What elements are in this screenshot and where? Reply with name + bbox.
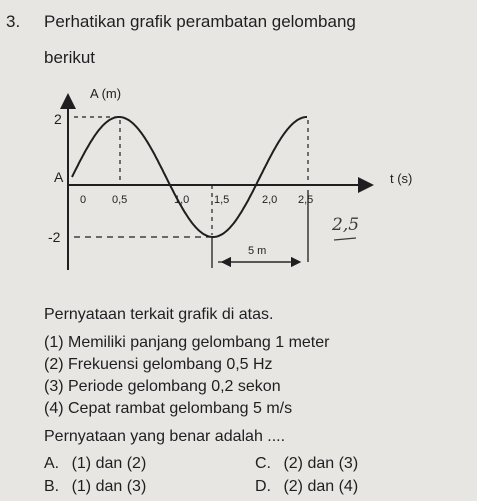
question-text-line2: berikut [44, 48, 96, 67]
wave-curve [72, 117, 307, 237]
option-c[interactable] [255, 455, 358, 473]
handwritten-underline [334, 238, 356, 240]
option-a[interactable] [44, 455, 146, 473]
y-tick-label: 2 [54, 111, 62, 127]
option-text: (1) dan (2) [71, 455, 147, 472]
option-b[interactable] [44, 478, 146, 496]
question-number: 3. [6, 12, 21, 31]
x-tick-label: 0 [80, 194, 87, 206]
y-axis-label: A (m) [90, 86, 122, 101]
option-text: (2) dan (3) [283, 455, 359, 472]
question-text-line1: Perhatikan grafik perambatan gelombang [44, 12, 356, 31]
statement-4: (4) Cepat rambat gelombang 5 m/s [44, 400, 293, 417]
x-axis-label: t (s) [390, 171, 413, 186]
x-tick-label: 0,5 [112, 194, 128, 206]
option-letter: A. [44, 455, 60, 472]
x-tick-label: 1,5 [214, 194, 230, 206]
span-annotation: 5 m [248, 245, 267, 257]
option-text: (2) dan (4) [283, 478, 359, 495]
question-prompt: Pernyataan yang benar adalah .... [44, 428, 286, 445]
y-tick-label: A [54, 169, 64, 185]
y-tick-label: -2 [48, 229, 61, 245]
statement-2: (2) Frekuensi gelombang 0,5 Hz [44, 356, 273, 373]
x-tick-label: 2,5 [298, 194, 314, 206]
handwritten-note: 2,5 [332, 215, 360, 235]
option-d[interactable] [255, 478, 358, 496]
option-letter: C. [255, 455, 271, 472]
x-tick-label: 1,0 [174, 194, 190, 206]
statement-3: (3) Periode gelombang 0,2 sekon [44, 378, 281, 395]
statements-intro: Pernyataan terkait grafik di atas. [44, 306, 274, 323]
option-letter: D. [255, 478, 271, 495]
x-tick-label: 2,0 [262, 194, 278, 206]
statement-1: (1) Memiliki panjang gelombang 1 meter [44, 334, 330, 351]
option-letter: B. [44, 478, 60, 495]
option-text: (1) dan (3) [71, 478, 147, 495]
